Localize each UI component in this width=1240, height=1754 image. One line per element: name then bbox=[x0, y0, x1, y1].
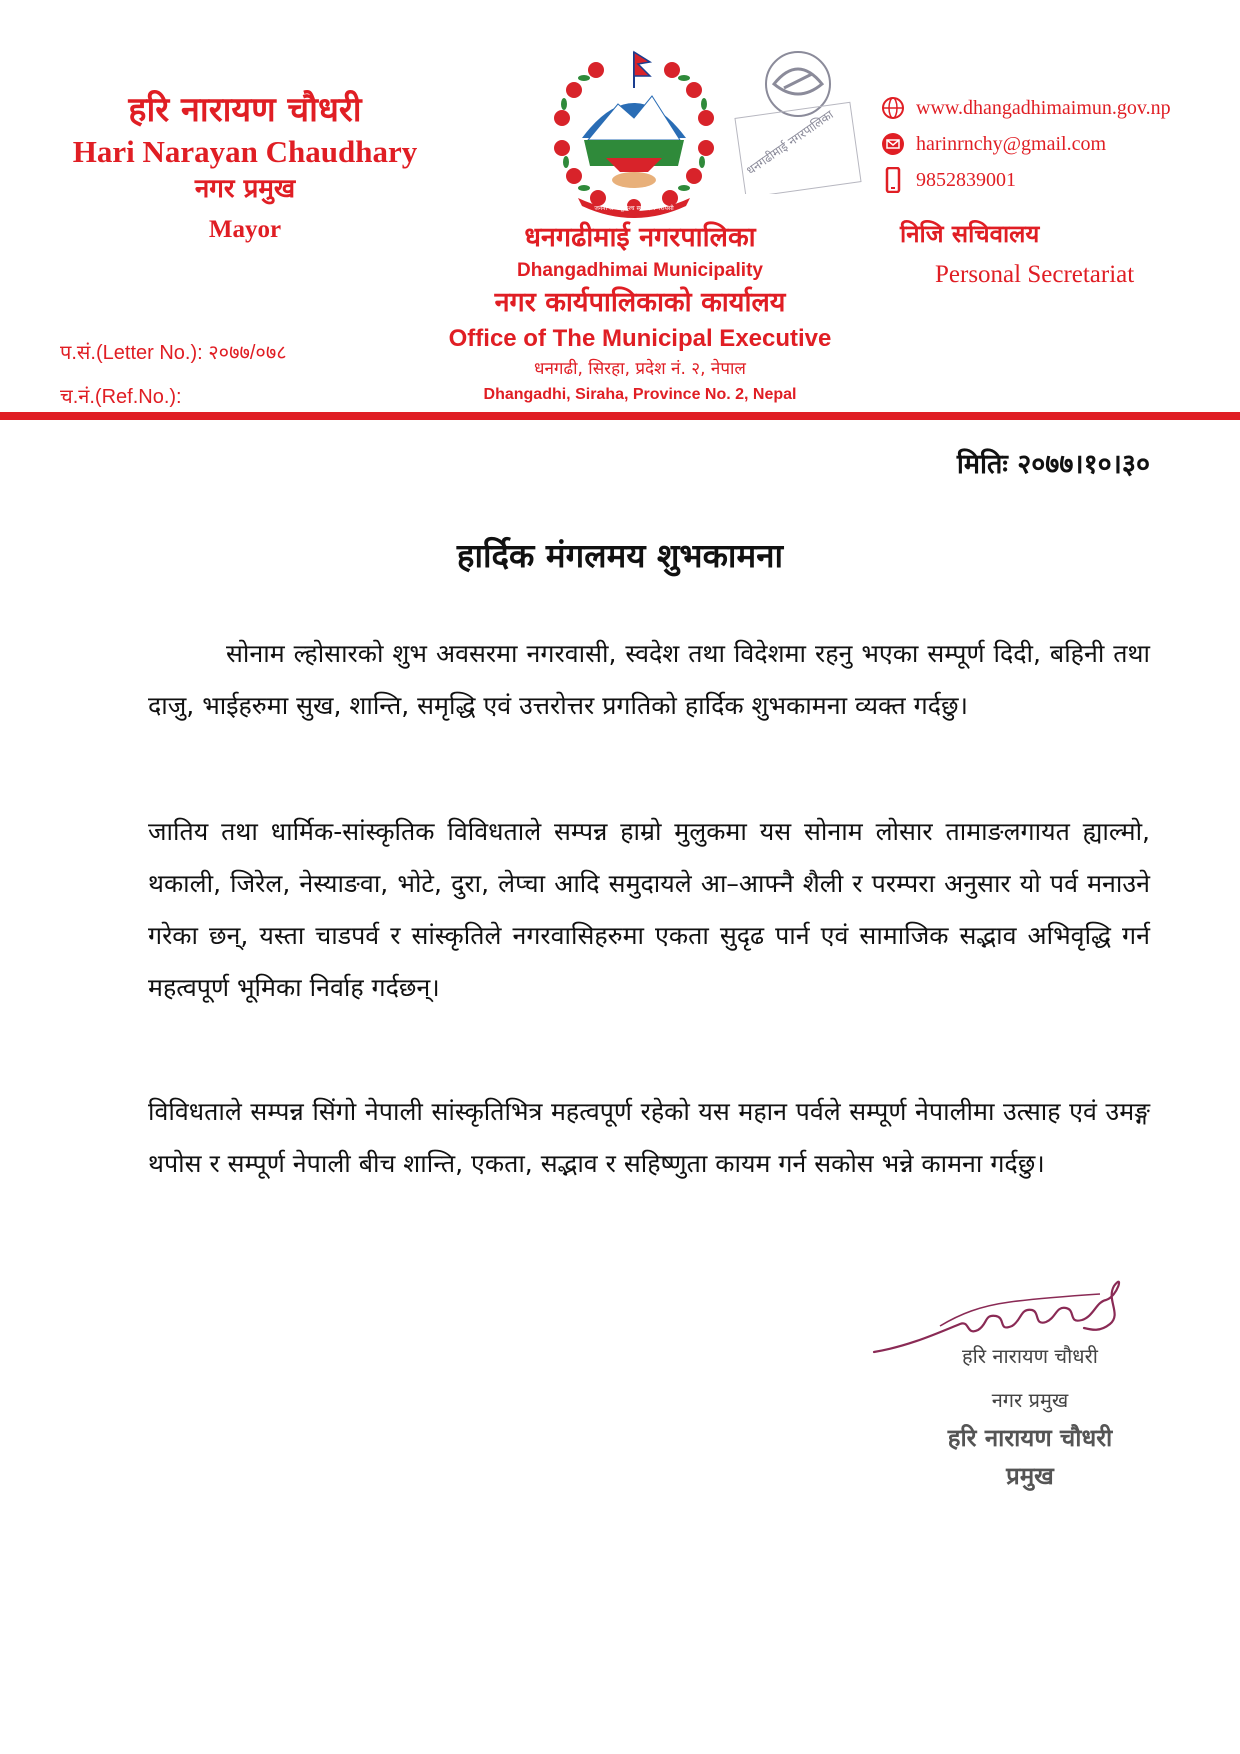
phone-row bbox=[880, 162, 1230, 198]
municipality-name-nepali: धनगढीमाई नगरपालिका bbox=[524, 222, 756, 253]
office-name-english: Office of The Municipal Executive bbox=[448, 325, 832, 352]
signatory bbox=[900, 1338, 1160, 1418]
website-row bbox=[880, 90, 1230, 126]
stamp-title: प्रमुख bbox=[1006, 1462, 1054, 1490]
phone-number[interactable]: 9852839001 bbox=[916, 168, 1016, 191]
letter-subject: हार्दिक मंगलमय शुभकामना bbox=[456, 536, 784, 575]
letter-date: मितिः २०७७।१०।३० bbox=[956, 449, 1150, 480]
address-english: Dhangadhi, Siraha, Province No. 2, Nepal bbox=[483, 386, 797, 403]
letter-number bbox=[60, 338, 287, 365]
address-nepali: धनगढी, सिरहा, प्रदेश नं. २, नेपाल bbox=[534, 359, 746, 379]
letter-number-value: २०७७/०७८ bbox=[208, 342, 287, 364]
reference-number bbox=[60, 382, 182, 409]
mayor-name-english: Hari Narayan Chaudhary bbox=[72, 134, 418, 169]
header-divider bbox=[0, 412, 1240, 420]
mayor-title-nepali: नगर प्रमुख bbox=[194, 174, 296, 204]
body-paragraph: सोनाम ल्होसारको शुभ अवसरमा नगरवासी, स्वदेश तथा विदेशमा रहनु भएका सम्पूर्ण दिदी, बहिनी तथा दाजु, भाईहरुमा सुख, शान्ति, समृद्धि एवं उत्तरोत्तर प्रगतिको हार्दिक शुभकामना व्यक्त गर्दछु। bbox=[148, 639, 1150, 720]
name-stamp bbox=[900, 1410, 1160, 1494]
secretariat-english: Personal Secretariat bbox=[935, 261, 1135, 288]
email-icon bbox=[880, 131, 906, 157]
mayor-name-nepali: हरि नारायण चौधरी bbox=[128, 90, 362, 130]
mayor-title-english: Mayor bbox=[208, 216, 282, 243]
email-link[interactable]: harinrnchy@gmail.com bbox=[916, 132, 1107, 155]
contact-info bbox=[880, 90, 1230, 198]
secretariat-nepali: निजि सचिवालय bbox=[900, 220, 1040, 248]
website-link[interactable]: www.dhangadhimaimun.gov.np bbox=[916, 96, 1171, 119]
stamp-name: हरि नारायण चौधरी bbox=[947, 1424, 1113, 1452]
globe-icon bbox=[880, 95, 906, 121]
phone-icon bbox=[880, 167, 906, 193]
signatory-title: नगर प्रमुख bbox=[991, 1388, 1069, 1412]
letter-number-label: प.सं.(Letter No.): bbox=[60, 342, 203, 364]
seal-text: धनगढीमाई नगरपालिका bbox=[743, 107, 836, 178]
body-paragraph: विविधताले सम्पन्न सिंगो नेपाली सांस्कृतिभित्र महत्वपूर्ण रहेको यस महान पर्वले सम्पूर्ण नेपालीमा उत्साह एवं उमङ्ग थपोस र सम्पूर्ण नेपाली बीच शान्ति, एकता, सद्भाव र सहिष्णुता कायम गर्न सकोस भन्ने कामना गर्दछु। bbox=[148, 1097, 1150, 1178]
municipal-seal-icon bbox=[732, 44, 864, 194]
email-row bbox=[880, 126, 1230, 162]
office-name-nepali: नगर कार्यपालिकाको कार्यालय bbox=[494, 287, 786, 318]
municipality-name-english: Dhangadhimai Municipality bbox=[517, 260, 763, 281]
signatory-name: हरि नारायण चौधरी bbox=[962, 1344, 1098, 1368]
emblem-motto: जननी जन्मभूमिश्च स्वर्गादपि गरीयसी bbox=[594, 205, 674, 212]
nepal-emblem-icon bbox=[548, 48, 720, 220]
municipality-header bbox=[385, 220, 895, 408]
body-paragraph: जातिय तथा धार्मिक-सांस्कृतिक विविधताले सम्पन्न हाम्रो मुलुकमा यस सोनाम लोसार तामाङलगायत ह्याल्मो, थकाली, जिरेल, नेस्याङवा, भोटे, दुरा, लेप्चा आदि समुदायले आ–आफ्नै शैली र परम्परा अनुसार यो पर्व मनाउने गरेका छन्, यस्ता चाडपर्व र सांस्कृतिले नगरवासिहरुमा एकता सुदृढ पार्न एवं सामाजिक सद्भाव अभिवृद्धि गर्न महत्वपूर्ण भूमिका निर्वाह गर्दछन्। bbox=[148, 817, 1150, 1002]
reference-number-label: च.नं.(Ref.No.): bbox=[60, 386, 182, 408]
